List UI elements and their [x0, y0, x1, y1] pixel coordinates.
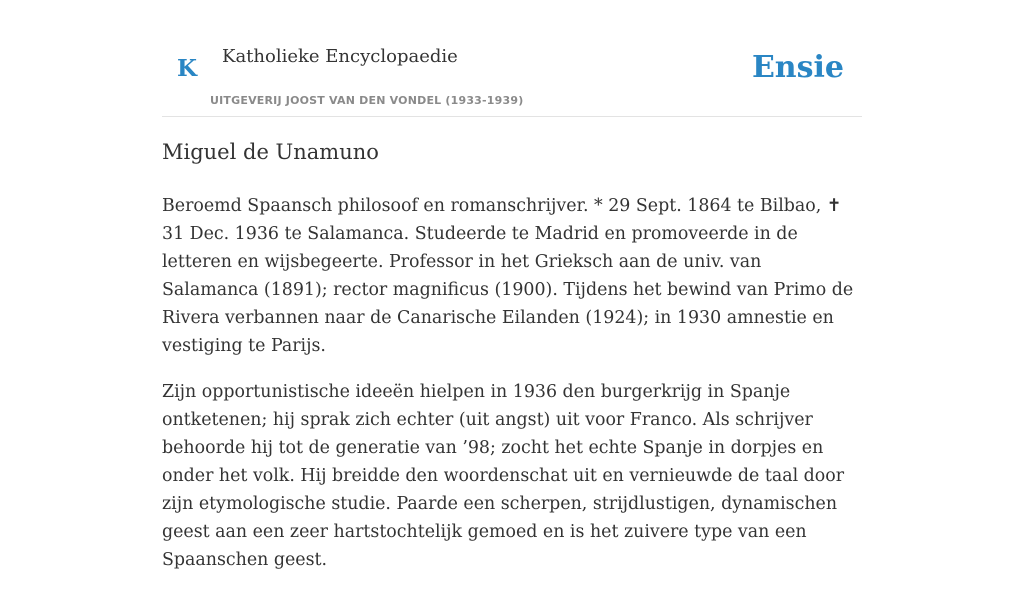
- site-title[interactable]: Katholieke Encyclopaedie: [222, 46, 458, 67]
- article-paragraph: Zijn opportunistische ideeën hielpen in 1936 den burgerkrijg in Spanje ontketenen; hij sprak zich echter (uit angst) uit voor Franco. Als schrijver behoorde hij tot de generatie van ’98; zocht het echte Spanje in dorpjes en onder het volk. Hij breidde den woordenschat uit en vernieuwde de taal door zijn etymologische studie. Paarde een scherpen, strijdlustigen, dynamischen geest aan een zeer hartstochtelijk gemoed en is het zuivere type van een Spaanschen geest.: [162, 382, 845, 570]
- site-logo[interactable]: K: [177, 55, 197, 82]
- brand-logo[interactable]: Ensie: [751, 50, 844, 85]
- site-header: [162, 0, 862, 117]
- article-body: [162, 192, 862, 592]
- article-paragraph: Beroemd Spaansch philosoof en romanschrijver. * 29 Sept. 1864 te Bilbao, ✝ 31 Dec. 1936 te Salamanca. Studeerde te Madrid en promoveerde in de letteren en wijsbegeerte. Professor in het Grieksch aan de univ. van Salamanca (1891); rector magnificus (1900). Tijdens het bewind van Primo de Rivera verbannen naar de Canarische Eilanden (1924); in 1930 amnestie en vestiging te Parijs.: [162, 196, 854, 356]
- article-title: Miguel de Unamuno: [162, 140, 379, 164]
- publisher-subtitle: UITGEVERIJ JOOST VAN DEN VONDEL (1933-1939): [210, 94, 524, 107]
